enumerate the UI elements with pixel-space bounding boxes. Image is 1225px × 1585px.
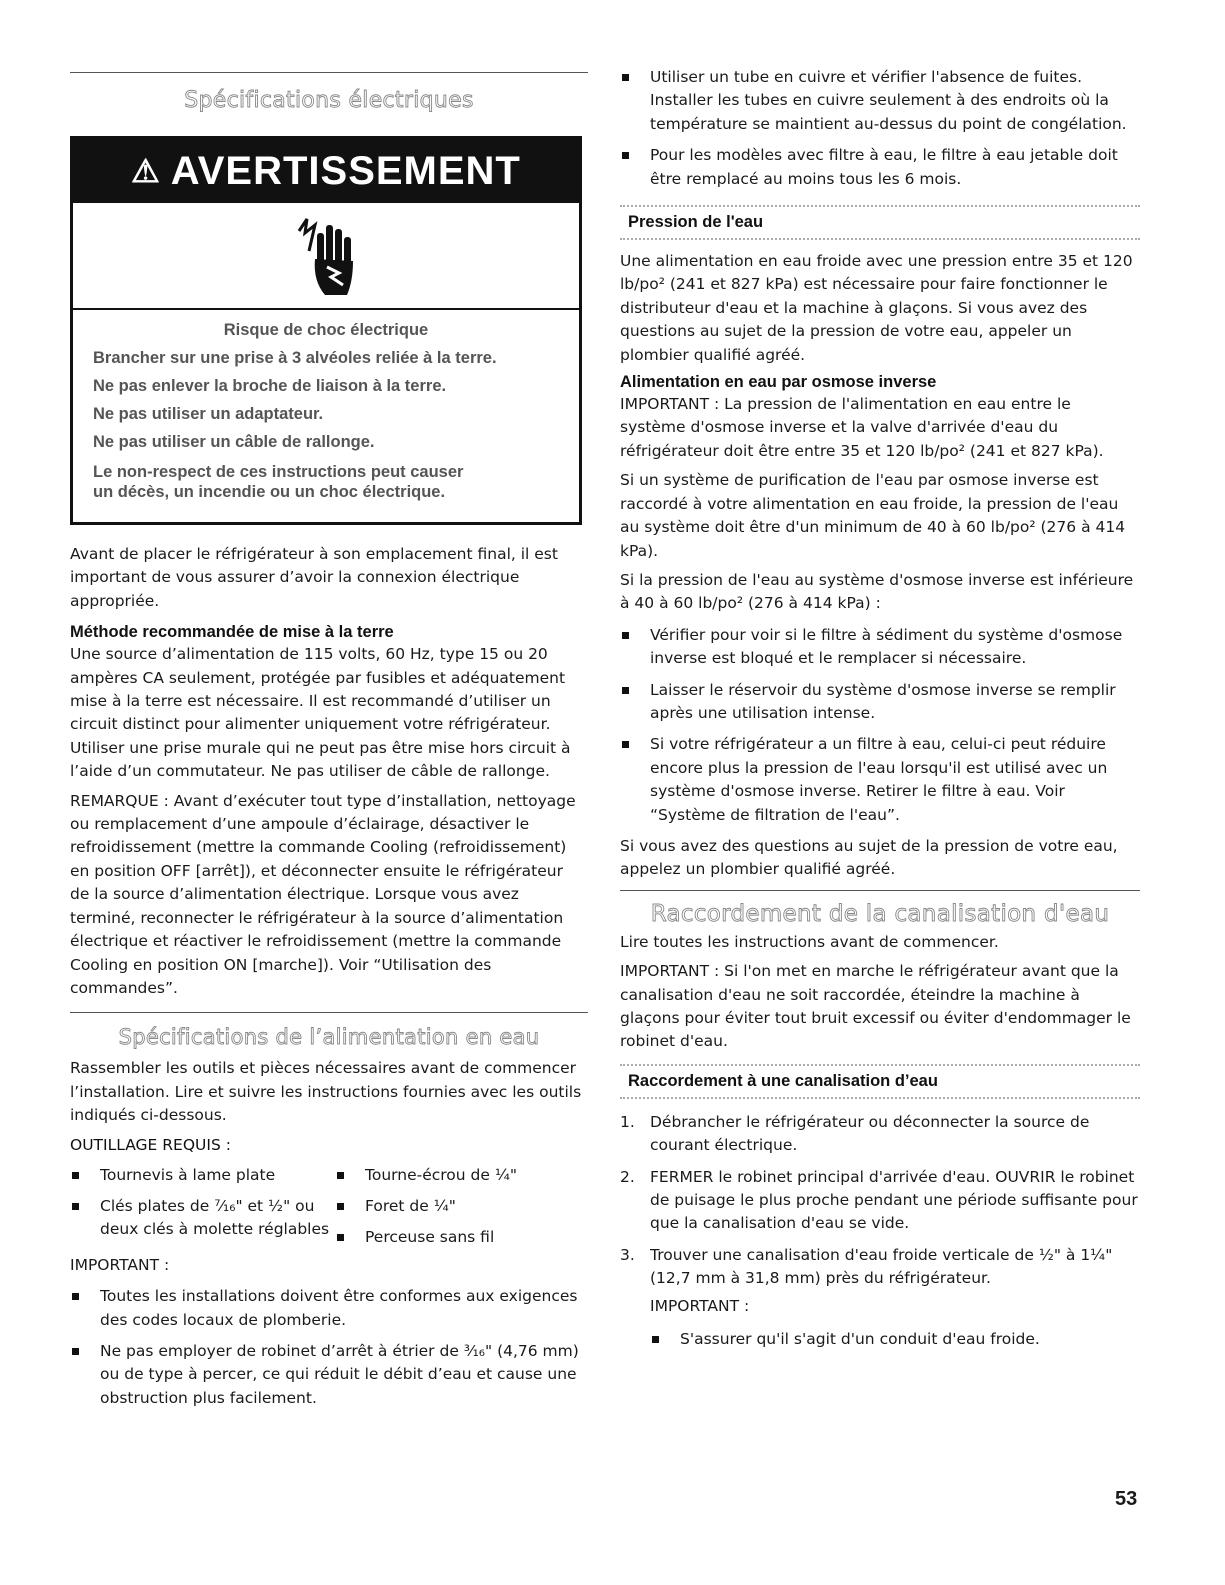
copper-tube-item: Utiliser un tube en cuivre et vérifier l'absence de fuites. Installer les tubes en cuivre seulement à des endroits où la température se maintient au-dessus du point de congélation. xyxy=(620,66,1140,136)
electric-shock-hand-icon xyxy=(73,203,579,310)
warning-text xyxy=(73,320,579,502)
step-number: 1. xyxy=(620,1112,635,1131)
warning-line: Brancher sur une prise à 3 alvéoles reliée à la terre. xyxy=(93,349,497,367)
step-text: FERMER le robinet principal d'arrivée d'eau. OUVRIR le robinet de puisage le plus proche pendant une période suffisante pour que la canalisation d'eau se vide. xyxy=(650,1167,1138,1233)
warning-header xyxy=(73,139,579,203)
osmosis-paragraph: Si la pression de l'eau au système d'osmose inverse est inférieure à 40 à 60 lb/po² (276 à 414 kPa) : xyxy=(620,570,1134,613)
remark-text: Avant d’exécuter tout type d’installation, nettoyage ou remplacement d’une ampoule d’éclairage, désactiver le refroidissement (mettre la commande Cooling (refroidissement) en position OFF [arrêt]), et déconnecter ensuite le réfrigérateur de la source d’alimentation électrique. Lorsque vous avez terminé, reconnecter le réfrigérateur à la source d’alimentation électrique et réactiver le refroidissement (mettre la commande Cooling en position ON [marche]). Voir “Utilisation des commandes”. xyxy=(70,791,576,997)
water-intro: Rassembler les outils et pièces nécessaires avant de commencer l’installation. Lire et suivre les instructions fournies avec les outils indiqués ci-dessous. xyxy=(70,1059,582,1125)
important-item: Ne pas employer de robinet d’arrêt à étrier de ³⁄₁₆" (4,76 mm) ou de type à percer, ce qui réduit le débit d’eau et cause une obstruction plus facilement. xyxy=(70,1340,585,1410)
divider xyxy=(620,890,1140,891)
warning-box xyxy=(70,136,582,525)
tool-item: Perceuse sans fil xyxy=(335,1226,517,1249)
pressure-paragraph: Une alimentation en eau froide avec une pression entre 35 et 120 lb/po² (241 et 827 kPa) est nécessaire pour faire fonctionner le distributeur d'eau et la machine à glaçons. Si vous avez des questions au sujet de la pression de votre eau, appeler un plombier qualifié agréé. xyxy=(620,252,1133,364)
section-title-water-line: Raccordement de la canalisation d'eau xyxy=(650,900,1110,927)
grounding-heading: Méthode recommandée de mise à la terre xyxy=(70,623,394,642)
step-item xyxy=(620,1244,1140,1291)
connection-important-text: Si l'on met en marche le réfrigérateur avant que la canalisation d'eau ne soit raccordée, éteindre la machine à glaçons pour éviter tout bruit excessif ou éviter d'endommager le robinet d'eau. xyxy=(620,962,1131,1051)
step-number: 3. xyxy=(620,1245,635,1264)
osmosis-item: Vérifier pour voir si le filtre à sédiment du système d'osmose inverse est bloqué et le remplacer si nécessaire. xyxy=(620,624,1140,671)
tool-item: Tournevis à lame plate xyxy=(70,1164,335,1187)
warning-consequence xyxy=(93,462,579,502)
connection-heading: Raccordement à une canalisation d’eau xyxy=(620,1064,1140,1099)
warning-consequence-line: Le non-respect de ces instructions peut causer xyxy=(93,463,464,481)
step-text: Débrancher le réfrigérateur ou déconnecter la source de courant électrique. xyxy=(650,1112,1090,1155)
grounding-paragraph: Une source d’alimentation de 115 volts, 60 Hz, type 15 ou 20 ampères CA seulement, protégée par fusibles et adéquatement mise à la terre est nécessaire. Il est recommandé d’utiliser un circuit distinct pour alimenter uniquement votre réfrigérateur. Utiliser une prise murale qui ne peut pas être mise hors circuit à l’aide d’un commutateur. Ne pas utiliser de câble de rallonge. xyxy=(70,645,571,781)
warning-line: Ne pas enlever la broche de liaison à la terre. xyxy=(93,377,447,395)
osmosis-item: Laisser le réservoir du système d'osmose inverse se remplir après une utilisation intense. xyxy=(620,679,1140,726)
tools-heading: OUTILLAGE REQUIS : xyxy=(70,1135,231,1154)
filter-item: Pour les modèles avec filtre à eau, le filtre à eau jetable doit être remplacé au moins tous les 6 mois. xyxy=(620,144,1140,191)
tool-item: Clés plates de ⁷⁄₁₆" et ½" ou deux clés à molette réglables xyxy=(70,1195,330,1242)
osmosis-important-text: La pression de l'alimentation en eau entre le système d'osmose inverse et la valve d'arrivée d'eau du réfrigérateur doit être entre 35 et 120 lb/po² (241 et 827 kPa). xyxy=(620,395,1104,460)
right-column xyxy=(620,66,1140,1351)
page-number: 53 xyxy=(1115,1488,1138,1510)
read-all-note: Lire toutes les instructions avant de commencer. xyxy=(620,932,999,951)
step-item xyxy=(620,1111,1140,1158)
divider xyxy=(70,72,588,73)
step-text: Trouver une canalisation d'eau froide verticale de ½" à 1¼" (12,7 mm à 31,8 mm) près du réfrigérateur. xyxy=(650,1245,1113,1288)
pressure-heading: Pression de l'eau xyxy=(620,205,1140,240)
step-item xyxy=(620,1166,1140,1236)
tools-list xyxy=(70,1164,585,1250)
osmosis-end: Si vous avez des questions au sujet de la pression de votre eau, appelez un plombier qualifié agréé. xyxy=(620,836,1118,879)
warning-consequence-line: un décès, un incendie ou un choc électrique. xyxy=(93,483,446,501)
osmosis-heading: Alimentation en eau par osmose inverse xyxy=(620,373,937,392)
tool-item: Foret de ¼" xyxy=(335,1195,517,1218)
step3-important: IMPORTANT : xyxy=(650,1296,750,1315)
warning-risk: Risque de choc électrique xyxy=(223,321,429,339)
warning-line: Ne pas utiliser un adaptateur. xyxy=(93,405,324,423)
step3-item: S'assurer qu'il s'agit d'un conduit d'eau froide. xyxy=(650,1328,1140,1351)
osmosis-paragraph: Si un système de purification de l'eau par osmose inverse est raccordé à votre alimentation en eau froide, la pression de l'eau au système doit être d'un minimum de 40 à 60 lb/po² (276 à 414 kPa). xyxy=(620,471,1126,560)
intro-paragraph: Avant de placer le réfrigérateur à son emplacement final, il est important de vous assurer d’avoir la connexion électrique appropriée. xyxy=(70,545,558,610)
warning-line: Ne pas utiliser un câble de rallonge. xyxy=(93,433,375,451)
important-item: Toutes les installations doivent être conformes aux exigences des codes locaux de plomberie. xyxy=(70,1285,585,1332)
osmosis-important xyxy=(620,393,1140,463)
remark-label: REMARQUE : xyxy=(70,791,169,810)
connection-important xyxy=(620,960,1140,1054)
remark-paragraph xyxy=(70,790,585,1001)
section-title-water-supply: Spécifications de l’alimentation en eau xyxy=(118,1025,540,1050)
osmosis-item: Si votre réfrigérateur a un filtre à eau, celui-ci peut réduire encore plus la pression de l'eau lorsqu'il est utilisé avec un système d'osmose inverse. Retirer le filtre à eau. Voir “Système de filtration de l'eau”. xyxy=(620,733,1140,827)
connection-important-label: IMPORTANT : xyxy=(620,962,720,981)
step-number: 2. xyxy=(620,1167,635,1186)
left-body xyxy=(70,543,585,1410)
tool-item: Tourne-écrou de ¼" xyxy=(335,1164,517,1187)
divider xyxy=(70,1012,588,1013)
important-heading: IMPORTANT : xyxy=(70,1255,170,1274)
warning-triangle-icon: ⚠ xyxy=(131,153,161,189)
section-title-electrical: Spécifications électriques xyxy=(184,88,474,113)
warning-title: AVERTISSEMENT xyxy=(170,148,521,193)
osmosis-important-label: IMPORTANT : xyxy=(620,395,720,414)
